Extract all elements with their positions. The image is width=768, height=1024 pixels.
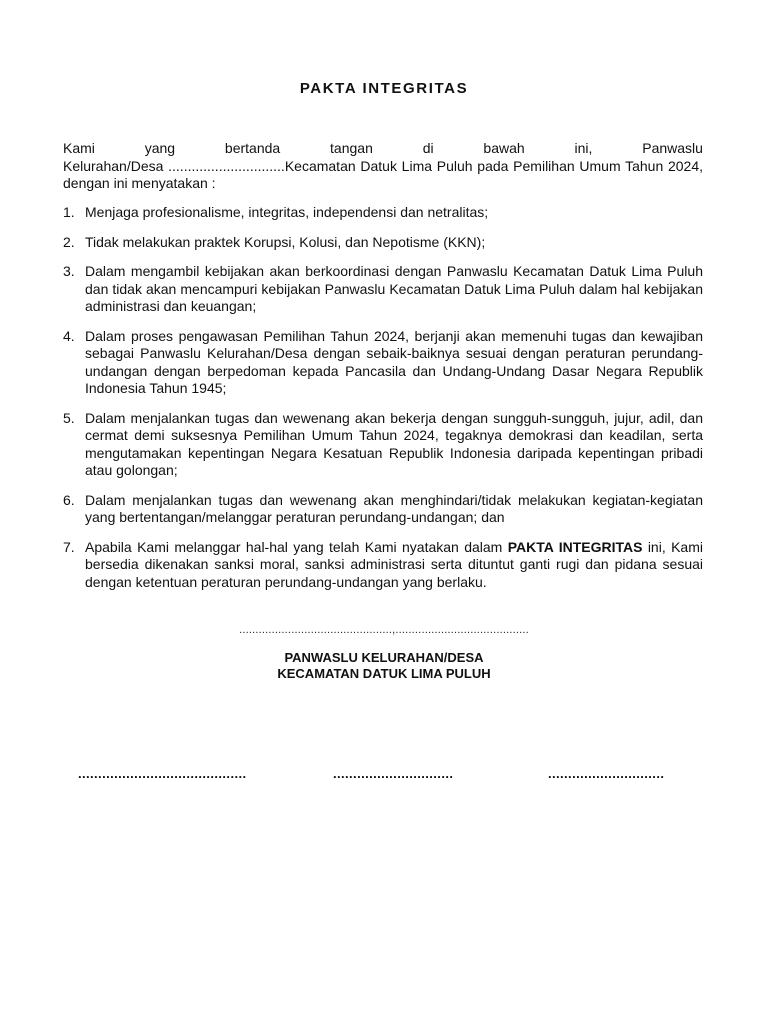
- list-item-text: Tidak melakukan praktek Korupsi, Kolusi, dan Nepotisme (KKN);: [85, 233, 486, 250]
- list-item-number: 1.: [63, 204, 75, 220]
- list-item: [63, 204, 703, 222]
- intro-word: Panwaslu: [642, 140, 703, 156]
- list-item-number: 5.: [63, 409, 75, 426]
- place-date-line: ...............................................,.........................................: [239, 624, 529, 636]
- signature-line-2: ..............................: [333, 766, 454, 781]
- list-item: [63, 492, 703, 527]
- intro-word: ini,: [574, 140, 593, 156]
- intro-word: Kami: [63, 140, 95, 156]
- list-item-number: 4.: [63, 327, 75, 344]
- list-item: [63, 263, 703, 316]
- list-item: [63, 539, 703, 592]
- list-item-number: 7.: [63, 538, 75, 555]
- list-item-text: Dalam proses pengawasan Pemilihan Tahun 2024, berjanji akan memenuhi tugas dan kewajiban sebagai Panwaslu Kelurahan/Desa dengan sebaik-baiknya sesuai dengan peraturan perundang-undangan dengan berpedoman kepada Pancasila dan Undang-Undang Dasar Negara Republik Indonesia Tahun 1945;: [85, 327, 703, 396]
- intro-word: bawah: [483, 140, 525, 156]
- intro-word: bertanda: [224, 140, 281, 156]
- list-item-number: 3.: [63, 263, 75, 279]
- list-item: [63, 234, 703, 252]
- intro-paragraph: [63, 140, 703, 193]
- list-item-text: Dalam menjalankan tugas dan wewenang akan menghindari/tidak melakukan kegiatan-kegiatan yang bertentangan/melanggar peraturan perundang-undangan; dan: [85, 491, 703, 525]
- list-item-text: Dalam menjalankan tugas dan wewenang akan bekerja dengan sungguh-sungguh, jujur, adil, dan cermat demi suksesnya Pemilihan Umum Tahun 2024, tegaknya demokrasi dan keadilan, serta mengutamakan kepentingan Negara Kesatuan Republik Indonesia daripada kepentingan pribadi atau golongan;: [85, 409, 703, 478]
- signature-line-3: .............................: [548, 766, 665, 781]
- list-item-bold-term: PAKTA INTEGRITAS: [507, 538, 643, 555]
- intro-first-line: [63, 140, 703, 158]
- list-item-number: 2.: [63, 233, 75, 250]
- list-item-text: Dalam mengambil kebijakan akan berkoordinasi dengan Panwaslu Kecamatan Datuk Lima Puluh dan tidak akan mencampuri kebijakan Panwaslu Kecamatan Datuk Lima Puluh dalam hal kebijakan administrasi dan keuangan;: [85, 263, 703, 314]
- list-item-text-before: Apabila Kami melanggar hal-hal yang telah Kami nyatakan dalam: [85, 538, 508, 555]
- organization-block: [0, 650, 768, 682]
- list-item: [63, 328, 703, 398]
- list-item-number: 6.: [63, 491, 75, 508]
- intro-word: tangan: [330, 140, 373, 156]
- organization-line-2: KECAMATAN DATUK LIMA PULUH: [277, 666, 491, 681]
- organization-line-1: PANWASLU KELURAHAN/DESA: [284, 650, 484, 665]
- intro-word: di: [422, 140, 434, 156]
- list-item-text: Menjaga profesionalisme, integritas, independensi dan netralitas;: [85, 204, 489, 220]
- signature-line-1: ..........................................: [78, 766, 247, 781]
- intro-word: yang: [144, 140, 176, 156]
- list-item: [63, 410, 703, 480]
- list-item-text-after: ini, Kami bersedia dikenakan sanksi moral, sanksi administrasi serta dituntut ganti rugi dan pidana sesuai dengan ketentuan peraturan perundang-undangan yang berlaku.: [85, 538, 703, 590]
- intro-rest: Kelurahan/Desa ..............................Kecamatan Datuk Lima Puluh pada Pemilihan Umum Tahun 2024, dengan ini menyatakan :: [63, 157, 703, 191]
- document-title: PAKTA INTEGRITAS: [299, 80, 469, 97]
- statement-list: [63, 204, 703, 603]
